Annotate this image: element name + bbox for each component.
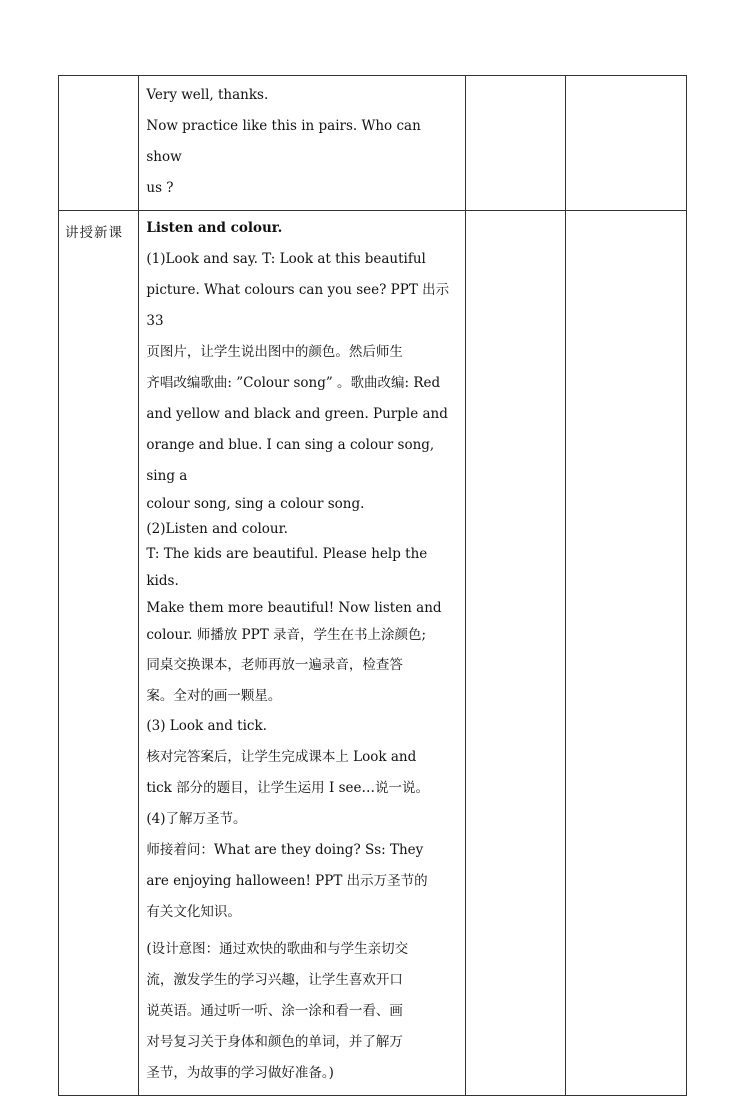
notes-cell — [566, 76, 687, 211]
text-line: Make them more beautiful! Now listen and — [146, 600, 442, 616]
text-line: 案。全对的画一颗星。 — [146, 688, 282, 704]
activity-cell — [139, 76, 466, 211]
table-row — [59, 76, 687, 211]
student-activity-cell — [465, 211, 565, 1096]
text-line: colour. 师播放 PPT 录音，学生在书上涂颜色; — [146, 627, 427, 643]
text-line: (4)了解万圣节。 — [146, 811, 247, 827]
section-title: Listen and colour. — [146, 220, 283, 236]
text-line: Very well, thanks. — [146, 87, 269, 103]
text-line: (1)Look and say. T: Look at this beautiful — [146, 251, 426, 267]
table-row — [59, 211, 687, 1096]
text-line: 页图片，让学生说出图中的颜色。然后师生 — [146, 344, 403, 360]
step-label-cell — [59, 76, 139, 211]
text-line: tick 部分的题目，让学生运用 I see…说一说。 — [146, 780, 429, 796]
text-line: (2)Listen and colour. — [146, 521, 288, 537]
text-line: 师接着问：What are they doing? Ss: They — [146, 842, 424, 858]
step-label: 讲授新课 — [65, 225, 123, 241]
text-line: orange and blue. I can sing a colour song, sing a — [146, 437, 435, 484]
text-line: T: The kids are beautiful. Please help the kids. — [146, 546, 428, 589]
design-intent-line: 圣节，为故事的学习做好准备。) — [146, 1065, 334, 1081]
text-line: and yellow and black and green. Purple and — [146, 406, 448, 422]
text-line: colour song, sing a colour song. — [146, 496, 365, 512]
text-line: picture. What colours can you see? PPT 出示 33 — [146, 282, 450, 329]
design-intent-line: (设计意图：通过欢快的歌曲和与学生亲切交 — [146, 941, 409, 957]
text-line: Now practice like this in pairs. Who can show — [146, 118, 421, 165]
text-line: 核对完答案后，让学生完成课本上 Look and — [146, 749, 417, 765]
notes-cell — [566, 211, 687, 1096]
design-intent-line: 对号复习关于身体和颜色的单词，并了解万 — [146, 1034, 403, 1050]
text-line: 齐唱改编歌曲: ”Colour song” 。歌曲改编: Red — [146, 375, 441, 391]
step-label-cell — [59, 211, 139, 1096]
text-line: are enjoying halloween! PPT 出示万圣节的 — [146, 873, 428, 889]
lesson-plan-table — [58, 75, 687, 1096]
design-intent-line: 说英语。通过听一听、涂一涂和看一看、画 — [146, 1003, 403, 1019]
text-line: 有关文化知识。 — [146, 904, 241, 920]
student-activity-cell — [465, 76, 565, 211]
text-line: (3) Look and tick. — [146, 718, 267, 734]
text-line: us ? — [146, 180, 174, 196]
design-intent-line: 流，激发学生的学习兴趣，让学生喜欢开口 — [146, 972, 403, 988]
text-line: 同桌交换课本，老师再放一遍录音，检查答 — [146, 657, 403, 673]
activity-cell — [139, 211, 466, 1096]
